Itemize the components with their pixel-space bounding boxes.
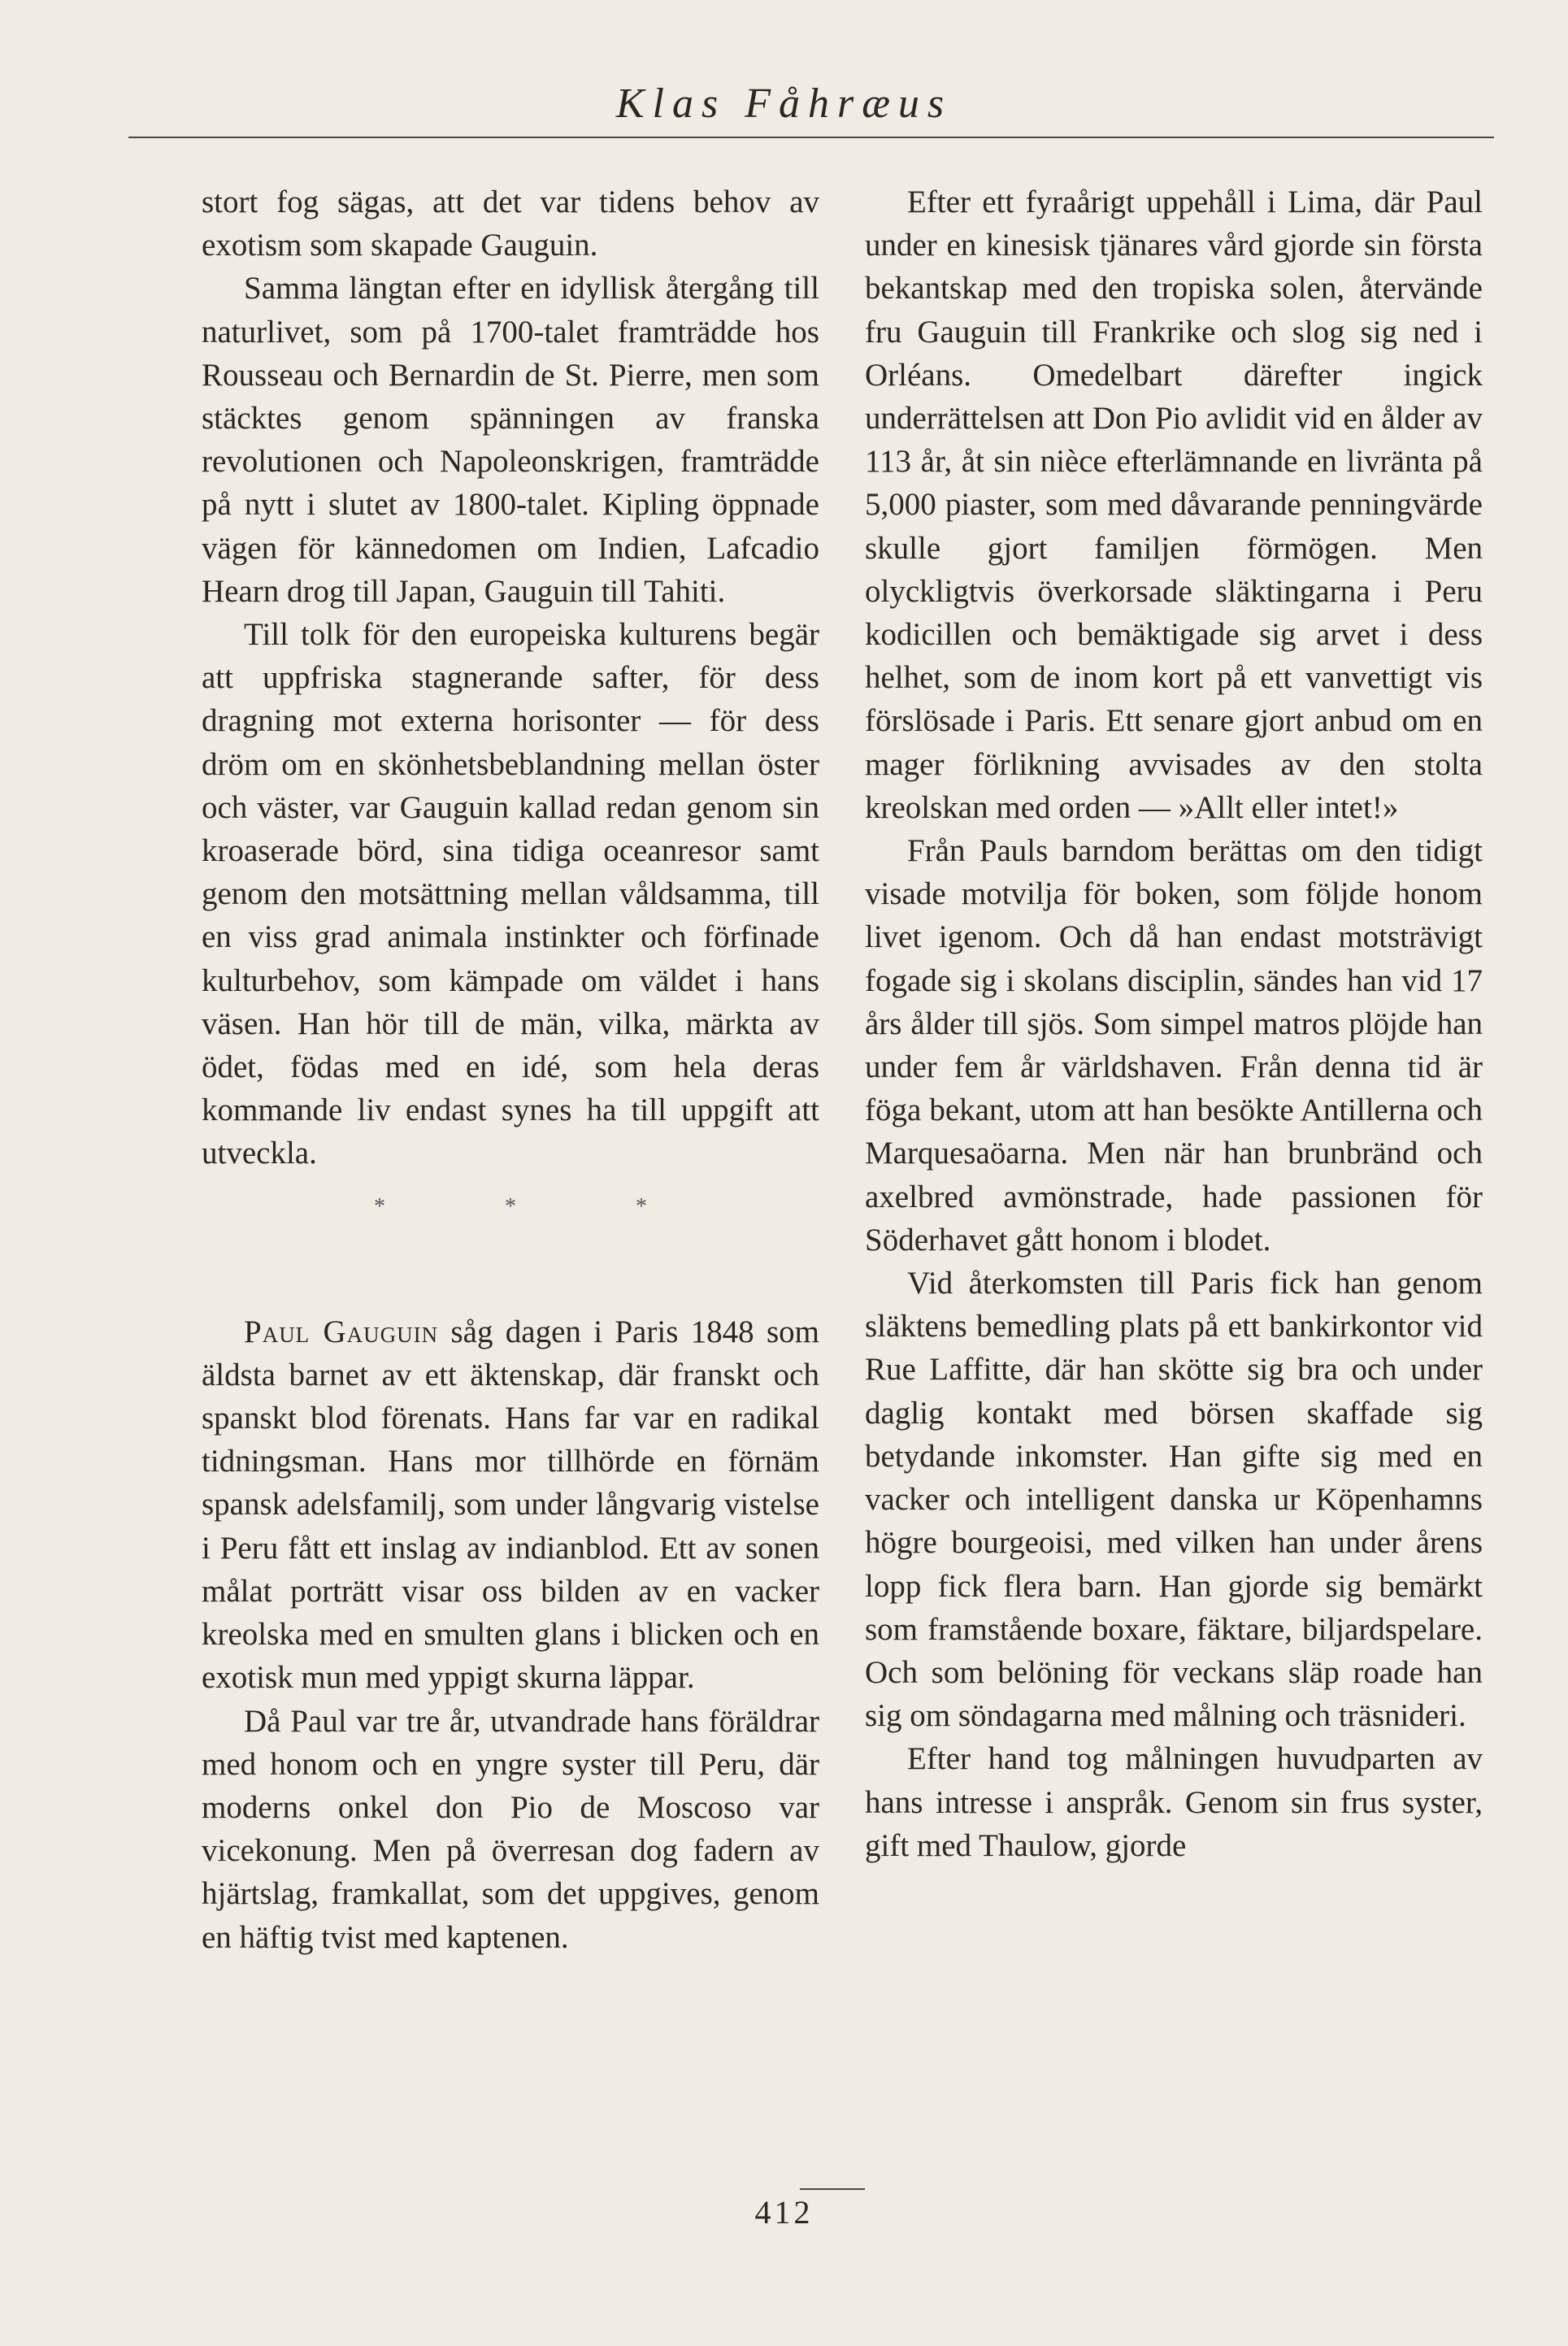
paragraph: Efter ett fyraårigt uppehåll i Lima, där Paul under en kinesisk tjänares vård gjorde sin första bekantskap med den tropiska solen, återvände fru Gauguin till Frankrike och slog sig ned i Orléans. Omedelbart därefter ingick underrättelsen att Don Pio avlidit vid en ålder av 113 år, åt sin nièce efterlämnande en livränta på 5,000 piaster, som med dåvarande penningvärde skulle gjort familjen förmögen. Men olyckligtvis överkorsade släktingarna i Peru kodicillen och bemäktigade sig arvet i dess helhet, som de inom kort på ett vanvettigt vis förslösade i Paris. Ett senare gjort anbud om en mager förlikning avvisades av den stolta kreolskan med orden — »Allt eller intet!» (865, 185, 1483, 825)
header-rule (128, 137, 1494, 138)
running-header: Klas Fåhræus (615, 80, 953, 127)
paragraph-text: såg dagen i Paris 1848 som äldsta barnet av ett äktenskap, där franskt och spanskt blod förenats. Hans far var en radikal tidningsman. Hans mor tillhörde en förnäm spansk adelsfamilj, som under långvarig vistelse i Peru fått ett inslag av indianblod. Ett av sonen målat porträtt visar oss bilden av en vacker kreolska med en smulten glans i blicken och en exotisk mun med yppigt skurna läppar. (202, 1314, 820, 1696)
page-number: 412 (754, 2194, 814, 2231)
paragraph-lead-in: Paul Gauguin (244, 1314, 439, 1349)
section-break-asterism: * * * (374, 1193, 704, 1219)
footer-rule (800, 2188, 865, 2190)
paragraph: Då Paul var tre år, utvandrade hans föräldrar med honom och en yngre syster till Peru, där moderns onkel don Pio de Moscoso var vicekonung. Men på överresan dog fadern av hjärtslag, framkallat, som det uppgives, genom en häftig tvist med kaptenen. (202, 1703, 819, 1955)
paragraph: Vid återkomsten till Paris fick han genom släktens bemedling plats på ett bankirkontor vid Rue Laffitte, där han skötte sig bra och under daglig kontakt med börsen skaffade sig betydande inkomster. Han gifte sig med en vacker och intelligent danska ur Köpenhamns högre bourgeoisi, med vilken han under årens lopp fick flera barn. Han gjorde sig bemärkt som framstående boxare, fäktare, biljardspelare. Och som belöning för veckans släp roade han sig om söndagarna med målning och träsnideri. (865, 1266, 1483, 1734)
paragraph: Samma längtan efter en idyllisk återgång till naturlivet, som på 1700-talet framträdde hos Rousseau och Bernardin de St. Pierre, men som stäcktes genom spänningen av franska revolutionen och Napoleonskrigen, framträdde på nytt i slutet av 1800-talet. Kipling öppnade vägen för kännedomen om Indien, Lafcadio Hearn drog till Japan, Gauguin till Tahiti. (202, 271, 819, 609)
paragraph: Från Pauls barndom berättas om den tidigt visade motvilja för boken, som följde honom livet igenom. Och då han endast motsträvigt fogade sig i skolans disciplin, sändes han vid 17 års ålder till sjös. Som simpel matros plöjde han under fem år världshaven. Från denna tid är föga bekant, utom att han besökte Antillerna och Marquesaöarna. Men när han brunbränd och axelbred avmönstrade, hade passionen för Söderhavet gått honom i blodet. (865, 833, 1483, 1258)
right-column (865, 180, 1483, 1867)
left-column (202, 180, 819, 1959)
paragraph: stort fog sägas, att det var tidens behov av exotism som skapade Gauguin. (202, 185, 819, 263)
paragraph: Efter hand tog målningen huvudparten av hans intresse i anspråk. Genom sin frus syster, gift med Thaulow, gjorde (865, 1741, 1483, 1863)
paragraph (202, 1310, 819, 1700)
paragraph: Till tolk för den europeiska kulturens begär att uppfriska stagnerande safter, för dess dragning mot externa horisonter — för dess dröm om en skönhetsbeblandning mellan öster och väster, var Gauguin kallad redan genom sin kroaserade börd, sina tidiga oceanresor samt genom den motsättning mellan våldsamma, till en viss grad animala instinkter och förfinade kulturbehov, som kämpade om väldet i hans väsen. Han hör till de män, vilka, märkta av ödet, födas med en idé, som hela deras kommande liv endast synes ha till uppgift att utveckla. (202, 617, 819, 1171)
